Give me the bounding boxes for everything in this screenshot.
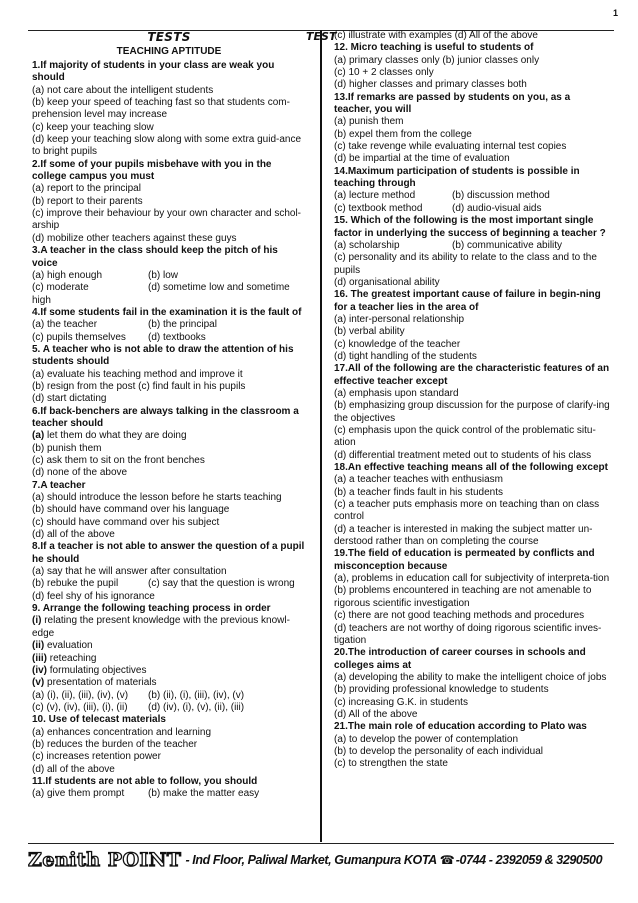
question-text: 19.The field of education is permeated by conflicts and misconception because [334,548,595,572]
answer-option: (b) verbal ability [334,326,405,338]
answer-option: (b) expel them from the college [334,128,472,140]
answer-option: (d) keep your teaching slow along with some extra guid-ance to bright pupils [32,134,302,158]
question-text: 21.The main role of education according to Plato was [334,721,587,733]
option-marker: (a) [32,430,45,442]
answer-option: (b) resign from the post (c) find fault in his pupils [32,380,246,392]
answer-option: (a) lecture method [334,190,416,202]
answer-option: (d) be impartial at the time of evaluation [334,153,510,165]
question-text: 18.An effective teaching means all of the following except [334,462,608,474]
answer-option: (b) providing professional knowledge to students [334,684,549,696]
question-text: 7.A teacher [32,479,86,491]
option-text: relating the present knowledge with the previous knowl-edge [32,615,290,639]
option-marker: (i) [32,615,42,627]
option-row [334,203,610,215]
answer-option: (b) discussion method [452,190,550,202]
telephone-icon: ☎ [439,853,455,867]
answer-option: (c) to strengthen the state [334,758,448,770]
answer-option: (d) mobilize other teachers against these guys [32,232,237,244]
option-row [32,702,306,714]
answer-option: (d) All of the above [334,708,418,720]
answer-option: (c) ask them to sit on the front benches [32,455,205,466]
answer-option: (a) the teacher [32,319,98,331]
answer-option: (a) a teacher teaches with enthusiasm [334,474,503,486]
answer-option: (d) none of the above [32,467,128,479]
question-text: 12. Micro teaching is useful to students of [334,42,534,54]
option-text: let them do what they are doing [44,430,187,442]
answer-option: (c) increasing G.K. in students [334,696,468,708]
answer-option: (a) primary classes only (b) junior classes only [334,54,540,66]
question-text: 13.If remarks are passed by students on you, as a teacher, you will [334,91,571,116]
answer-option: (b) a teacher finds fault in his students [334,486,503,498]
option-text: formulating objectives [47,664,147,676]
answer-option: (d) feel shy of his ignorance [32,590,155,602]
answer-option: (d) textbooks [148,331,206,343]
left-column [32,30,306,801]
answer-option [32,430,306,442]
answer-option: (b) to develop the personality of each individual [334,745,544,757]
answer-option: (c) personality and its ability to relate to the class and to the pupils [334,252,597,276]
column-divider [320,30,322,842]
answer-option: (d) tight handling of the students [334,350,477,362]
option-text: reteaching [47,652,97,664]
question-text: 5. A teacher who is not able to draw the attention of his students should [32,343,294,368]
question-text: 14.Maximum participation of students is possible in teaching through [334,165,580,190]
answer-option: (c) knowledge of the teacher [334,338,461,350]
answer-option: (c) 10 + 2 classes only [334,67,434,79]
option-row [32,282,306,294]
answer-option: (a) emphasis upon standard [334,387,459,399]
answer-option: (c) keep your teaching slow [32,121,154,133]
option-row [32,788,306,800]
section-title: TEACHING APTITUDE [116,46,222,57]
answer-option: (a) say that he will answer after consultation [32,566,227,578]
answer-option: (d) organisational ability [334,276,440,288]
page-title: TESTS [147,30,191,44]
answer-option: (a) to develop the power of contemplation [334,733,518,745]
answer-option: (c) say that the question is wrong [148,578,295,590]
answer-option: (b) communicative ability [452,239,563,251]
answer-option: (d) higher classes and primary classes both [334,79,527,91]
answer-option: (c) increases retention power [32,751,161,763]
answer-option: (a) developing the ability to make the intelligent choice of jobs [334,671,607,683]
answer-option: (b) problems encountered in teaching are not amenable to rigorous scientific investigation [334,585,592,609]
answer-option: (b) keep your speed of teaching fast so that students com-prehension level may increase [32,97,290,121]
answer-option: (b) low [148,269,179,281]
question-text: 8.If a teacher is not able to answer the question of a pupil he should [32,541,305,565]
question-text: 3.A teacher in the class should keep the pitch of his voice [32,245,278,269]
answer-option: (c) emphasis upon the quick control of the problematic situ-ation [334,425,596,449]
answer-option: (d) all of the above [32,529,115,541]
answer-option: (a) give them prompt [32,788,125,800]
answer-option [32,665,306,677]
answer-option: (d) start dictating [32,393,107,405]
question-text: 16. The greatest important cause of failure in begin-ning for a teacher lies in the area of [334,289,601,313]
question-text: 2.If some of your pupils misbehave with you in the college campus you must [32,158,272,183]
option-text: evaluation [44,640,93,652]
answer-option: (b) report to their parents [32,195,143,207]
answer-option: (c) (v), (iv), (iii), (i), (ii) [32,701,128,713]
answer-option: (b) reduces the burden of the teacher [32,738,198,750]
answer-option [32,677,306,689]
answer-option: (c) take revenge while evaluating internal test copies [334,141,567,153]
answer-option: (a) punish them [334,116,404,128]
answer-option [32,653,306,665]
option-marker: (iv) [32,664,47,676]
option-row [32,578,306,590]
right-column [334,30,610,771]
question-text: 4.If some students fail in the examination it is the fault of [32,306,302,318]
option-marker: (iii) [32,652,47,664]
answer-option: (b) rebuke the pupil [32,578,119,590]
question-text: 17.All of the following are the characteristic features of an effective teacher except [334,363,610,387]
answer-option: (c) pupils themselves [32,331,126,343]
answer-option: (a) (i), (ii), (iii), (iv), (v) [32,689,129,701]
option-row [32,319,306,331]
answer-option: (a) report to the principal [32,183,141,195]
page-number: 1 [612,8,618,18]
answer-option: high [32,294,51,306]
answer-option: (a) not care about the intelligent students [32,84,214,96]
answer-option: (c) improve their behaviour by your own character and schol-arship [32,208,302,232]
answer-option: (d) (iv), (i), (v), (ii), (iii) [148,701,245,713]
answer-option: (b) should have command over his language [32,504,230,516]
brand-logo: Zenith POINT [28,849,182,871]
answer-option: (d) audio-visual aids [452,202,542,214]
answer-option: (a) scholarship [334,239,400,251]
answer-option: (b) emphasizing group discussion for the purpose of clarify-ing the objectives [334,400,610,424]
answer-option: (b) (ii), (i), (iii), (iv), (v) [148,689,245,701]
page-footer [28,848,614,872]
footer-phone: -0744 - 2392059 & 3290500 [455,853,603,867]
answer-option: (d) all of the above [32,763,115,775]
option-marker: (ii) [32,640,45,652]
answer-option: (b) make the matter easy [148,788,260,800]
option-row [32,690,306,702]
question-text: 11.If students are not able to follow, you should [32,775,258,787]
answer-option: (a) inter-personal relationship [334,313,465,325]
question-text: 1.If majority of students in your class are weak you should [32,60,275,84]
answer-option: (c) there are not good teaching methods and procedures [334,610,585,622]
answer-option: (a) should introduce the lesson before he starts teaching [32,492,282,504]
answer-option: (d) a teacher is interested in making the subject matter un-derstood rather than on completing the course [334,523,593,548]
question-text: 10. Use of telecast materials [32,714,166,726]
option-row [334,190,610,202]
question-text: 20.The introduction of career courses in schools and colleges aims at [334,647,586,671]
answer-option: (d) teachers are not worthy of doing rigorous scientific inves-tigation [334,622,602,646]
answer-option: (c) a teacher puts emphasis more on teaching than on class control [334,499,600,523]
option-row [32,332,306,344]
right-column-tag: TEST [306,30,337,43]
answer-option: (d) sometime low and sometime [148,282,290,294]
option-marker: (v) [32,677,45,689]
answer-option: (c) illustrate with examples (d) All of the above [334,30,538,41]
answer-option: (a) enhances concentration and learning [32,726,212,738]
answer-option: (c) should have command over his subject [32,516,220,528]
question-text: 15. Which of the following is the most important single factor in underlying the success of beginning a teacher ? [334,215,606,239]
answer-option: (a), problems in education call for subjectivity of interpreta-tion [334,573,610,585]
answer-option: (c) textbook method [334,202,423,214]
answer-option: (a) evaluate his teaching method and improve it [32,368,243,380]
answer-option: (d) differential treatment meted out to students of his class [334,449,592,461]
answer-option [32,615,306,640]
answer-option: (b) punish them [32,442,102,454]
question-text: 9. Arrange the following teaching process in order [32,603,271,615]
option-row [334,240,610,252]
answer-option [32,640,306,652]
answer-option: (a) high enough [32,269,103,281]
question-text: 6.If back-benchers are always talking in the classroom a teacher should [32,405,299,429]
answer-option: (c) moderate [32,282,89,294]
answer-option: (b) the principal [148,319,217,331]
option-row [32,270,306,282]
option-text: presentation of materials [44,677,157,689]
footer-address: - Ind Floor, Paliwal Market, Gumanpura KOTA [185,853,437,867]
